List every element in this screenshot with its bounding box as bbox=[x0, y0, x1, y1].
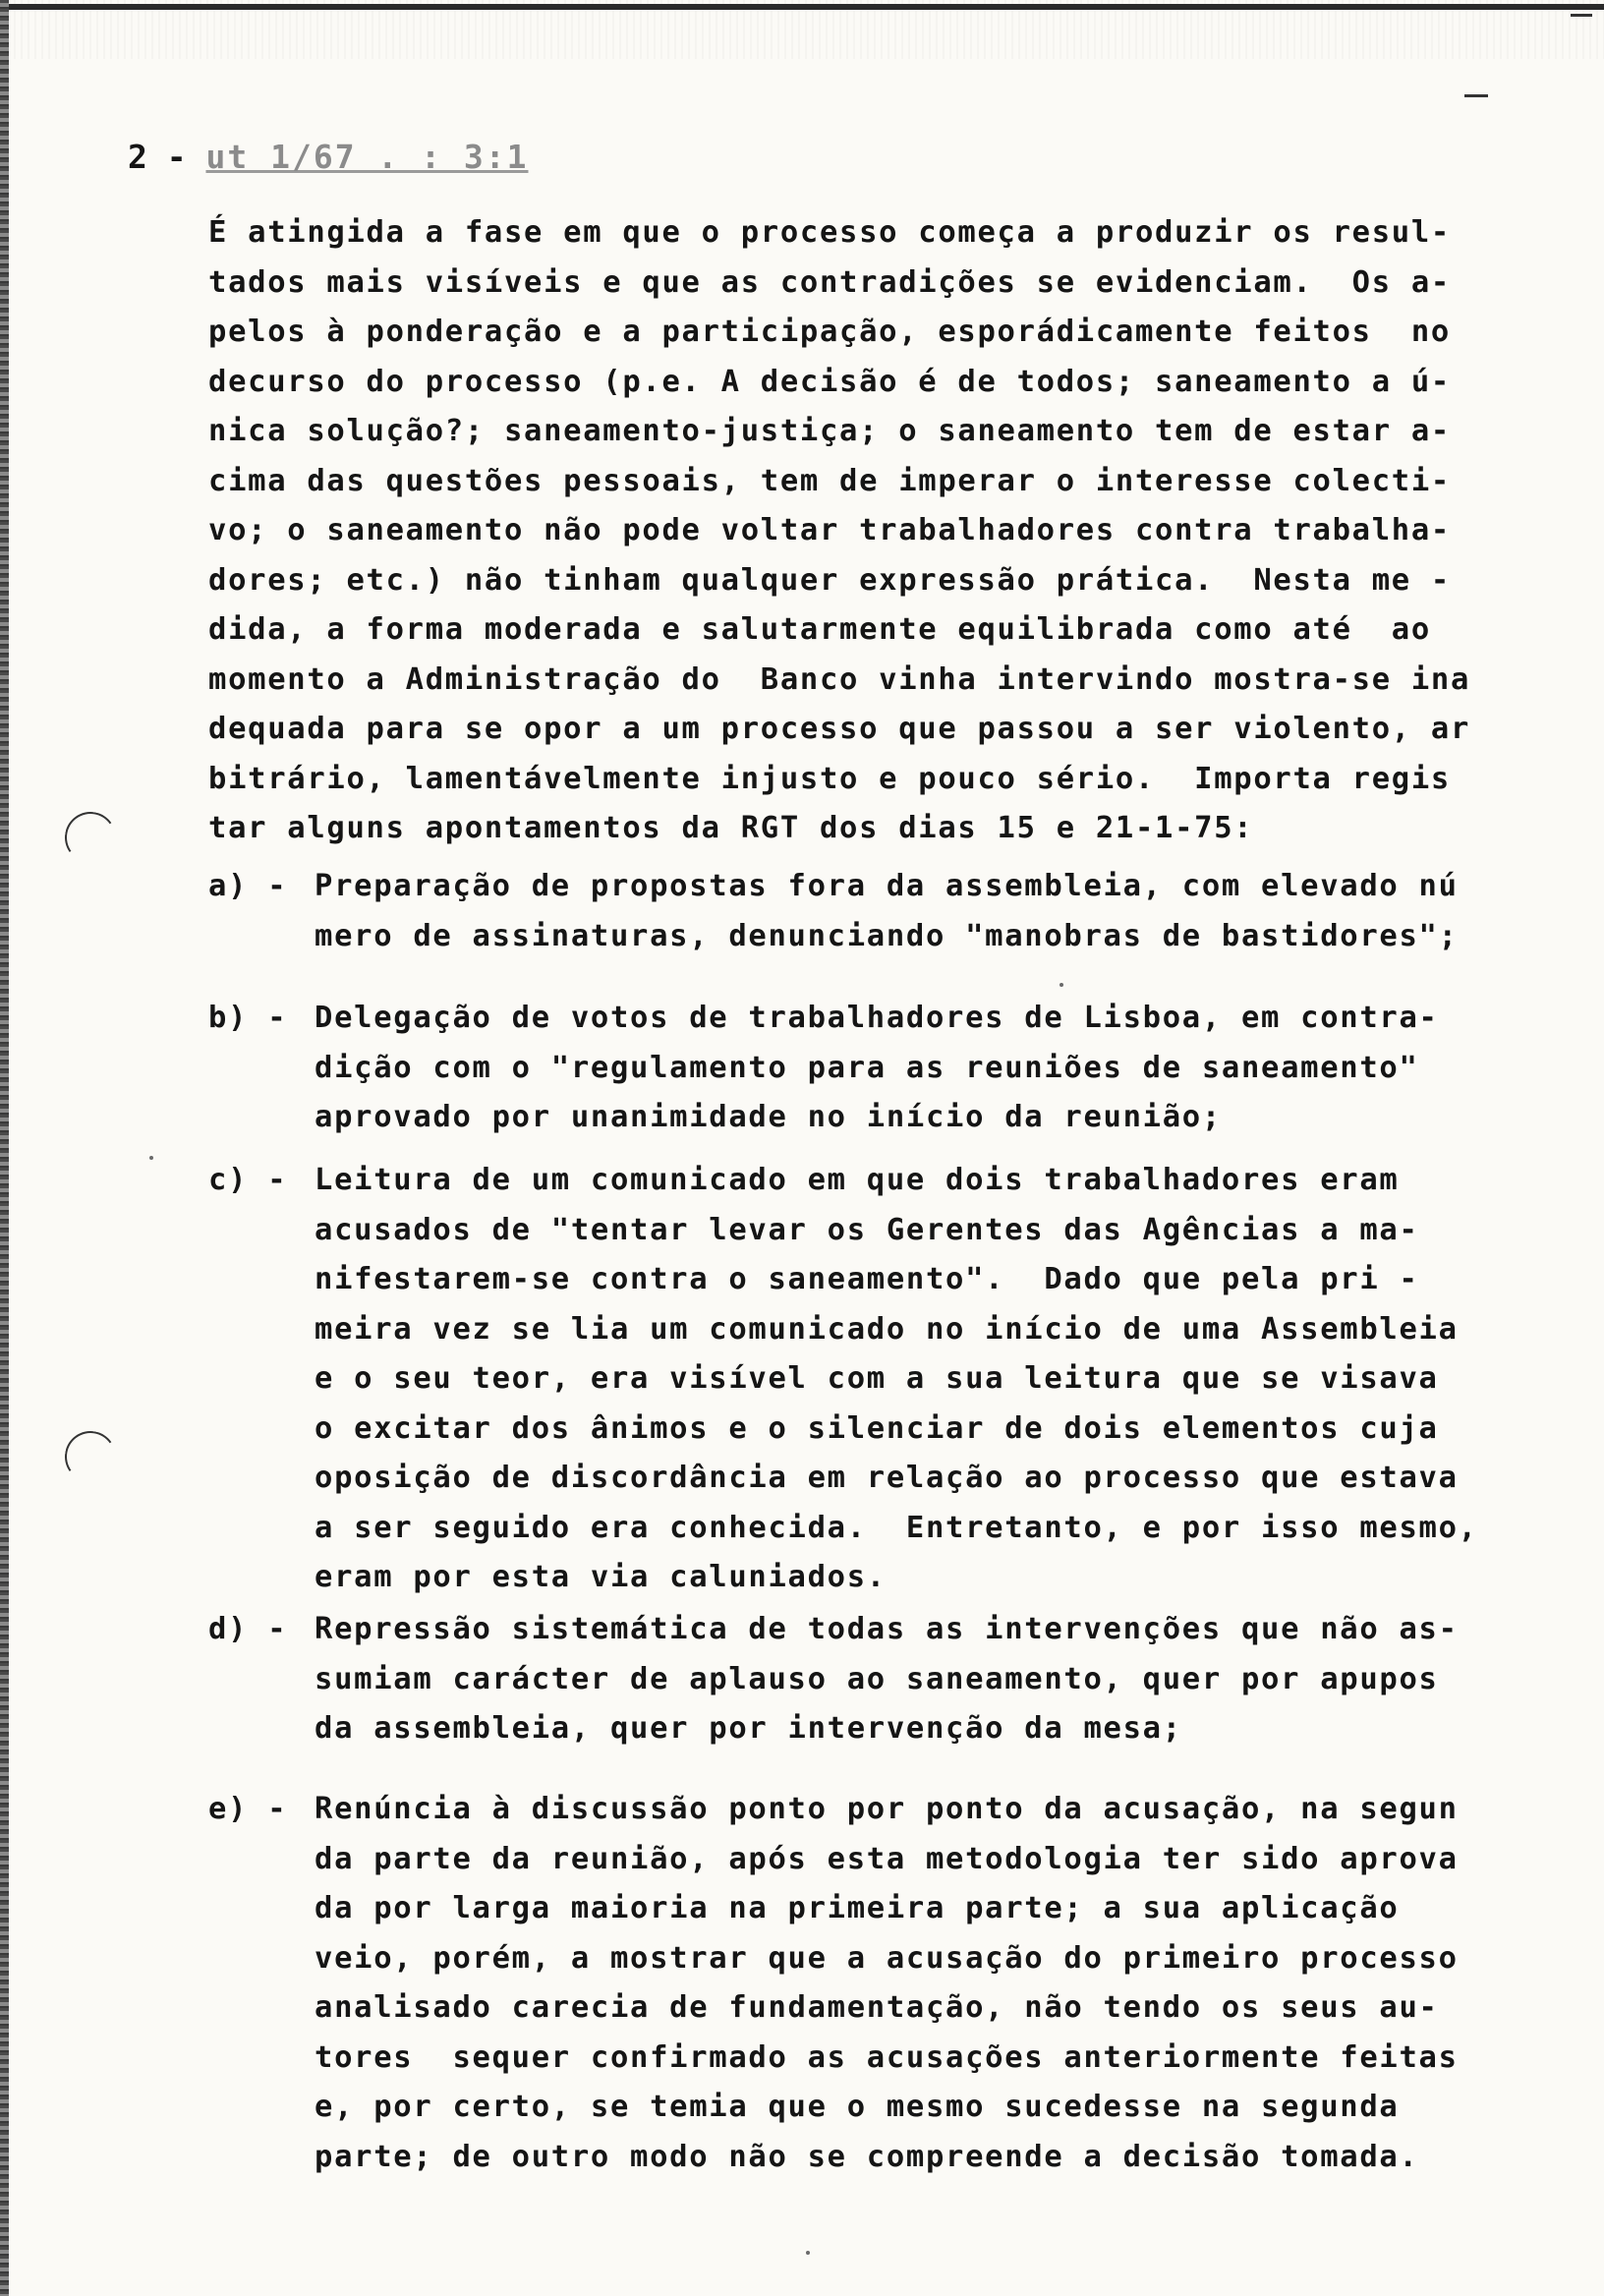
ink-speck bbox=[806, 2251, 810, 2255]
item-label: e) - bbox=[208, 1792, 288, 1826]
page-number: 2 - bbox=[128, 138, 187, 176]
paragraph-line: cima das questões pessoais, tem de imperar o interesse colecti- bbox=[208, 463, 1451, 498]
paragraph-line: tar alguns apontamentos da RGT dos dias 15 e 21-1-75: bbox=[208, 811, 1254, 845]
item-label: a) - bbox=[208, 869, 288, 903]
item-line: Delegação de votos de trabalhadores de Lisboa, em contra- bbox=[315, 1001, 1439, 1035]
item-line: Repressão sistemática de todas as intervenções que não as- bbox=[315, 1612, 1459, 1646]
item-label: d) - bbox=[208, 1612, 288, 1646]
item-line: sumiam carácter de aplauso ao saneamento, quer por apupos bbox=[315, 1661, 1439, 1696]
item-line: da parte da reunião, após esta metodologia ter sido aprova bbox=[315, 1841, 1459, 1876]
top-border-line bbox=[0, 4, 1604, 10]
item-line: e, por certo, se temia que o mesmo sucedesse na segunda bbox=[315, 2090, 1400, 2124]
item-text bbox=[315, 994, 1514, 1143]
paragraph-line: dida, a forma moderada e salutarmente equilibrada como até ao bbox=[208, 612, 1431, 647]
item-text bbox=[315, 862, 1514, 961]
item-line: dição com o "regulamento para as reuniões de saneamento" bbox=[315, 1050, 1419, 1085]
paragraph-line: nica solução?; saneamento-justiça; o saneamento tem de estar a- bbox=[208, 414, 1451, 448]
item-line: parte; de outro modo não se compreende a decisão tomada. bbox=[315, 2139, 1419, 2174]
item-line: aprovado por unanimidade no início da reunião; bbox=[315, 1100, 1222, 1134]
item-line: a ser seguido era conhecida. Entretanto, e por isso mesmo, bbox=[315, 1510, 1478, 1545]
ink-speck bbox=[1060, 983, 1063, 987]
item-line: da por larga maioria na primeira parte; a sua aplicação bbox=[315, 1891, 1400, 1925]
item-text bbox=[315, 1605, 1514, 1754]
item-line: veio, porém, a mostrar que a acusação do primeiro processo bbox=[315, 1940, 1459, 1976]
item-line: Leitura de um comunicado em que dois trabalhadores eram bbox=[315, 1163, 1400, 1197]
item-line: eram por esta via caluniados. bbox=[315, 1560, 887, 1594]
paragraph-line: momento a Administração do Banco vinha intervindo mostra-se ina bbox=[208, 661, 1471, 697]
item-line: analisado carecia de fundamentação, não tendo os seus au- bbox=[315, 1990, 1439, 2025]
item-label: c) - bbox=[208, 1163, 288, 1197]
paragraph-line: dequada para se opor a um processo que passou a ser violento, ar bbox=[208, 712, 1471, 746]
paragraph-line: bitrário, lamentávelmente injusto e pouco sério. Importa regis bbox=[208, 761, 1451, 796]
punch-hole-mark bbox=[61, 808, 120, 867]
item-line: da assembleia, quer por intervenção da mesa; bbox=[315, 1711, 1182, 1746]
item-line: Renúncia à discussão ponto por ponto da acusação, na segun bbox=[315, 1792, 1459, 1826]
item-line: nifestarem-se contra o saneamento". Dado que pela pri - bbox=[315, 1262, 1419, 1296]
item-text bbox=[315, 1156, 1514, 1603]
item-line: meira vez se lia um comunicado no início de uma Assembleia bbox=[315, 1311, 1459, 1347]
paragraph-line: tados mais visíveis e que as contradições se evidenciam. Os a- bbox=[208, 264, 1451, 300]
item-line: acusados de "tentar levar os Gerentes das Agências a ma- bbox=[315, 1212, 1419, 1247]
item-line: e o seu teor, era visível com a sua leitura que se visava bbox=[315, 1361, 1439, 1396]
item-line: mero de assinaturas, denunciando "manobras de bastidores"; bbox=[315, 918, 1459, 953]
item-line: o excitar dos ânimos e o silenciar de dois elementos cuja bbox=[315, 1410, 1439, 1446]
left-scan-edge bbox=[0, 0, 9, 2296]
item-line: oposição de discordância em relação ao processo que estava bbox=[315, 1461, 1459, 1495]
corner-mark bbox=[1571, 0, 1592, 17]
paragraph-line: pelos à ponderação e a participação, esporádicamente feitos no bbox=[208, 315, 1451, 349]
item-label: b) - bbox=[208, 1001, 288, 1035]
paragraph-line: dores; etc.) não tinham qualquer expressão prática. Nesta me - bbox=[208, 562, 1451, 598]
punch-hole-mark bbox=[61, 1427, 120, 1486]
document-reference: ut 1/67 . : 3:1 bbox=[205, 138, 529, 176]
paragraph-line: decurso do processo (p.e. A decisão é de todos; saneamento a ú- bbox=[208, 364, 1451, 399]
intro-paragraph bbox=[208, 208, 1516, 854]
ink-speck bbox=[149, 1156, 153, 1160]
item-line: tores sequer confirmado as acusações anteriormente feitas bbox=[315, 2039, 1459, 2075]
item-text bbox=[315, 1785, 1514, 2182]
paragraph-line: vo; o saneamento não pode voltar trabalhadores contra trabalha- bbox=[208, 513, 1451, 547]
item-line: Preparação de propostas fora da assembleia, com elevado nú bbox=[315, 869, 1459, 903]
page-header bbox=[128, 138, 529, 177]
stray-dash-mark bbox=[1464, 94, 1488, 97]
paragraph-line: É atingida a fase em que o processo começa a produzir os resul- bbox=[208, 215, 1451, 250]
